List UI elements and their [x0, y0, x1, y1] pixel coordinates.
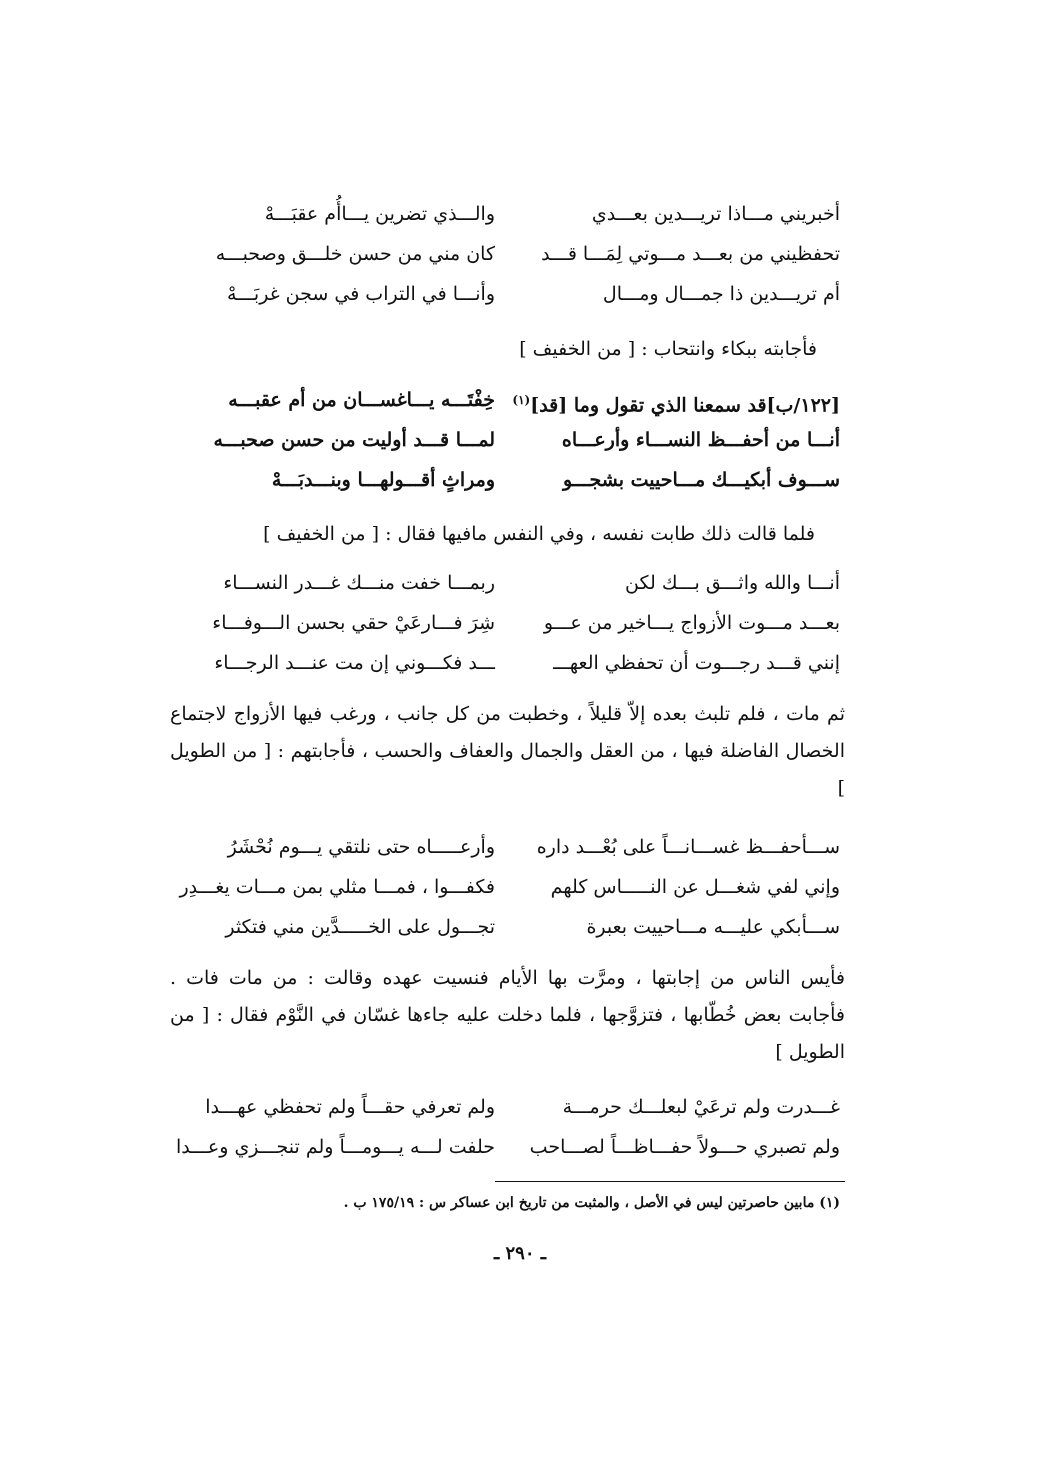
verse-first-hemistich: إنني قـــد رجـــوت أن تحفظي العهـــ	[553, 652, 840, 674]
verse-second-hemistich: حلفت لـــه يـــومـــاً ولم تنجـــزي وعـــدا	[175, 1136, 495, 1158]
verse-second-hemistich: ومراثٍ أقـــولهـــا وبنـــدبَـــهْ	[271, 469, 495, 491]
verse-first-hemistich	[512, 380, 840, 425]
prose-paragraph	[170, 960, 845, 1071]
poem-1	[170, 194, 840, 314]
footnote-marker: (١)	[512, 393, 531, 407]
verse-line	[170, 563, 840, 603]
verse-second-hemistich: والـــذي تضرين يـــاأُم عقبَـــهْ	[264, 203, 495, 225]
paragraph-text: فأيس الناس من إجابتها ، ومرَّت بها الأيام فنسيت عهده وقالت : من مات فات . فأجابت بعض خُطّابها ، فتزوَّجها ، فلما دخلت عليه جاءها غسّان في النَّوْم فقال : [ من الطويل ]	[170, 967, 845, 1063]
paragraph-text: ثم مات ، فلم تلبث بعده إلاّ قليلاً ، وخطبت من كل جانب ، ورغب فيها الأزواج لاجتماع الخصال الفاضلة فيها ، من العقل والجمال والعفاف والحسب ، فأجابتهم : [ من الطويل ]	[170, 703, 845, 799]
footnote: (١) مابين حاصرتين ليس في الأصل ، والمثبت من تاريخ ابن عساكر س : ١٧٥/١٩ ب .	[343, 1195, 840, 1211]
verse-line	[170, 234, 840, 274]
verse-line	[170, 274, 840, 314]
verse-first-hemistich: أم تريـــدين ذا جمـــال ومـــال	[602, 283, 840, 305]
verse-line	[170, 1127, 840, 1167]
verse-line	[170, 194, 840, 234]
verse-line	[170, 380, 840, 420]
verse-text: [١٢٢/ب]قد سمعنا الذي تقول وما [قد]	[530, 394, 840, 417]
verse-line	[170, 827, 840, 867]
verse-second-hemistich: لمـــا قـــد أوليت من حسن صحبـــه	[213, 429, 495, 451]
verse-line	[170, 1087, 840, 1127]
verse-line	[170, 420, 840, 460]
poem-2	[170, 380, 840, 500]
verse-second-hemistich: تجـــول على الخـــــدَّين مني فتكثر	[225, 916, 495, 938]
verse-second-hemistich: ولم تعرفي حقـــاً ولم تحفظي عهـــدا	[205, 1096, 495, 1118]
verse-line	[170, 867, 840, 907]
verse-first-hemistich: أنـــا من أحفـــظ النســـاء وأرعـــاه	[561, 429, 840, 451]
verse-first-hemistich: ســـأحفـــظ غســـانـــاً على بُعْـــد داره	[536, 836, 840, 858]
verse-first-hemistich: بعـــد مـــوت الأزواج يـــاخير من عـــو	[543, 612, 840, 634]
verse-first-hemistich: ســـأبكي عليـــه مـــاحييت بعبرة	[586, 916, 840, 938]
poem-3-intro: فلما قالت ذلك طابت نفسه ، وفي النفس مافيها فقال : [ من الخفيف ]	[263, 523, 815, 545]
verse-first-hemistich: غـــدرت ولم ترعَيْ لبعلـــك حرمـــة	[562, 1096, 840, 1118]
verse-second-hemistich: كان مني من حسن خلـــق وصحبـــه	[215, 243, 495, 265]
poem-5	[170, 1087, 840, 1167]
prose-paragraph	[170, 696, 845, 807]
footnote-separator	[495, 1181, 845, 1182]
page-number: ـ ٢٩٠ ـ	[493, 1243, 547, 1264]
verse-second-hemistich: ـــد فكـــوني إن مت عنـــد الرجـــاء	[214, 652, 495, 674]
verse-first-hemistich: ســـوف أبكيـــك مـــاحييت بشجـــو	[562, 469, 840, 491]
verse-second-hemistich: وأنـــا في التراب في سجن غربَـــهْ	[227, 283, 495, 305]
verse-line	[170, 460, 840, 500]
verse-first-hemistich: ولم تصبري حـــولاً حفـــاظـــاً لصـــاحب	[529, 1136, 840, 1158]
poem-4	[170, 827, 840, 947]
verse-second-hemistich: وأرعـــــاه حتى نلتقي يـــوم نُحْشَرُ	[227, 836, 495, 858]
verse-line	[170, 603, 840, 643]
verse-line	[170, 643, 840, 683]
verse-second-hemistich: ربمـــا خفت منـــك غـــدر النســـاء	[223, 572, 495, 594]
verse-second-hemistich: فكفـــوا ، فمـــا مثلي بمن مـــات يغـــدِر	[179, 876, 495, 898]
verse-second-hemistich: خِفْتَـــه يـــاغســـان من أم عقبـــه	[228, 389, 495, 411]
poem-2-intro: فأجابته ببكاء وانتحاب : [ من الخفيف ]	[519, 338, 817, 360]
verse-line	[170, 907, 840, 947]
verse-first-hemistich: تحفظيني من بعـــد مـــوتي لِمَـــا قـــد	[541, 243, 840, 265]
verse-first-hemistich: وإني لفي شغـــل عن النـــــاس كلهم	[550, 876, 840, 898]
poem-3	[170, 563, 840, 683]
verse-second-hemistich: شِرَ فـــارعَيْ حقي بحسن الـــوفـــاء	[212, 612, 495, 634]
verse-first-hemistich: أنـــا والله واثـــق بـــك لكن	[625, 572, 840, 594]
verse-first-hemistich: أخبريني مـــاذا تريـــدين بعـــدي	[591, 203, 840, 225]
